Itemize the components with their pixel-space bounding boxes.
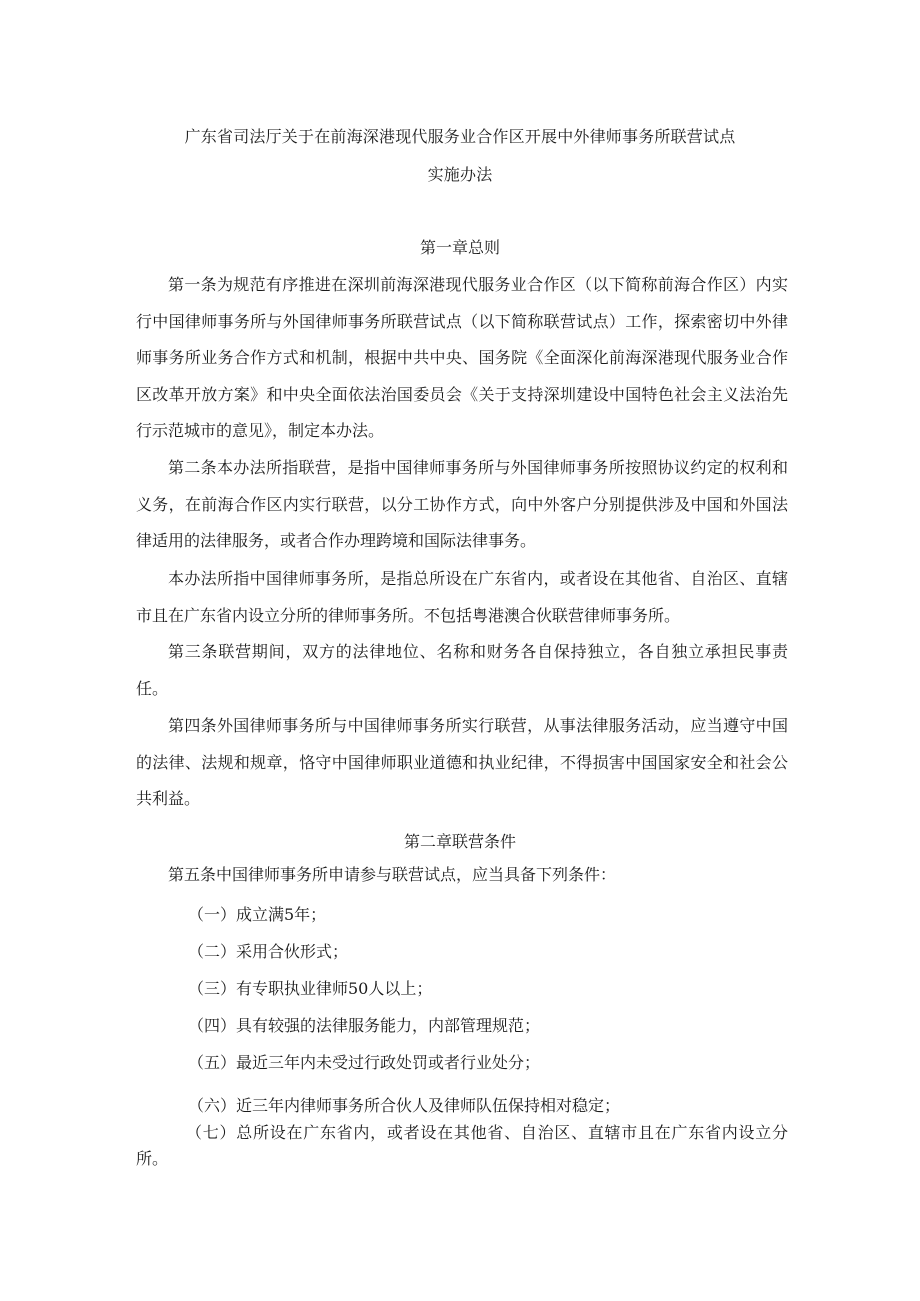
condition-item-3: （三）有专职执业律师50人以上；: [188, 979, 433, 998]
chapter-heading-1: 第一章总则: [419, 238, 500, 257]
condition-item-5: （五）最近三年内未受过行政处罚或者行业处分；: [188, 1053, 541, 1072]
condition-item-7: （七）总所设在广东省内，或者设在其他省、自治区、直辖市且在广东省内设立分所。: [136, 1123, 788, 1168]
document-title-line2: 实施办法: [427, 165, 493, 184]
article-4: 第四条外国律师事务所与中国律师事务所实行联营，从事法律服务活动，应当遵守中国的法律、法规和规章，恪守中国律师职业道德和执业纪律，不得损害中国国家安全和社会公共利益。: [136, 716, 788, 808]
article-3: 第三条联营期间，双方的法律地位、名称和财务各自保持独立，各自独立承担民事责任。: [136, 642, 788, 698]
condition-item-2: （二）采用合伙形式；: [188, 942, 349, 961]
article-1: 第一条为规范有序推进在深圳前海深港现代服务业合作区（以下简称前海合作区）内实行中国律师事务所与外国律师事务所联营试点（以下简称联营试点）工作，探索密切中外律师事务所业务合作方式和机制，根据中共中央、国务院《全面深化前海深港现代服务业合作区改革开放方案》和中央全面依法治国委员会《关于支持深圳建设中国特色社会主义法治先行示范城市的意见》，制定本办法。: [136, 275, 788, 440]
condition-item-4: （四）具有较强的法律服务能力，内部管理规范；: [188, 1016, 541, 1035]
article-5: 第五条中国律师事务所申请参与联营试点，应当具备下列条件：: [168, 865, 617, 884]
chapter-heading-2: 第二章联营条件: [403, 832, 516, 851]
article-2-supplement: 本办法所指中国律师事务所，是指总所设在广东省内，或者设在其他省、自治区、直辖市且在广东省内设立分所的律师事务所。不包括粤港澳合伙联营律师事务所。: [136, 569, 788, 625]
document-title-line1: 广东省司法厅关于在前海深港现代服务业合作区开展中外律师事务所联营试点: [184, 127, 736, 146]
article-2: 第二条本办法所指联营，是指中国律师事务所与外国律师事务所按照协议约定的权利和义务，在前海合作区内实行联营，以分工协作方式，向中外客户分别提供涉及中国和外国法律适用的法律服务，或者合作办理跨境和国际法律事务。: [136, 458, 788, 550]
condition-item-1: （一）成立满5年；: [188, 905, 327, 924]
condition-item-6: （六）近三年内律师事务所合伙人及律师队伍保持相对稳定；: [188, 1096, 621, 1115]
